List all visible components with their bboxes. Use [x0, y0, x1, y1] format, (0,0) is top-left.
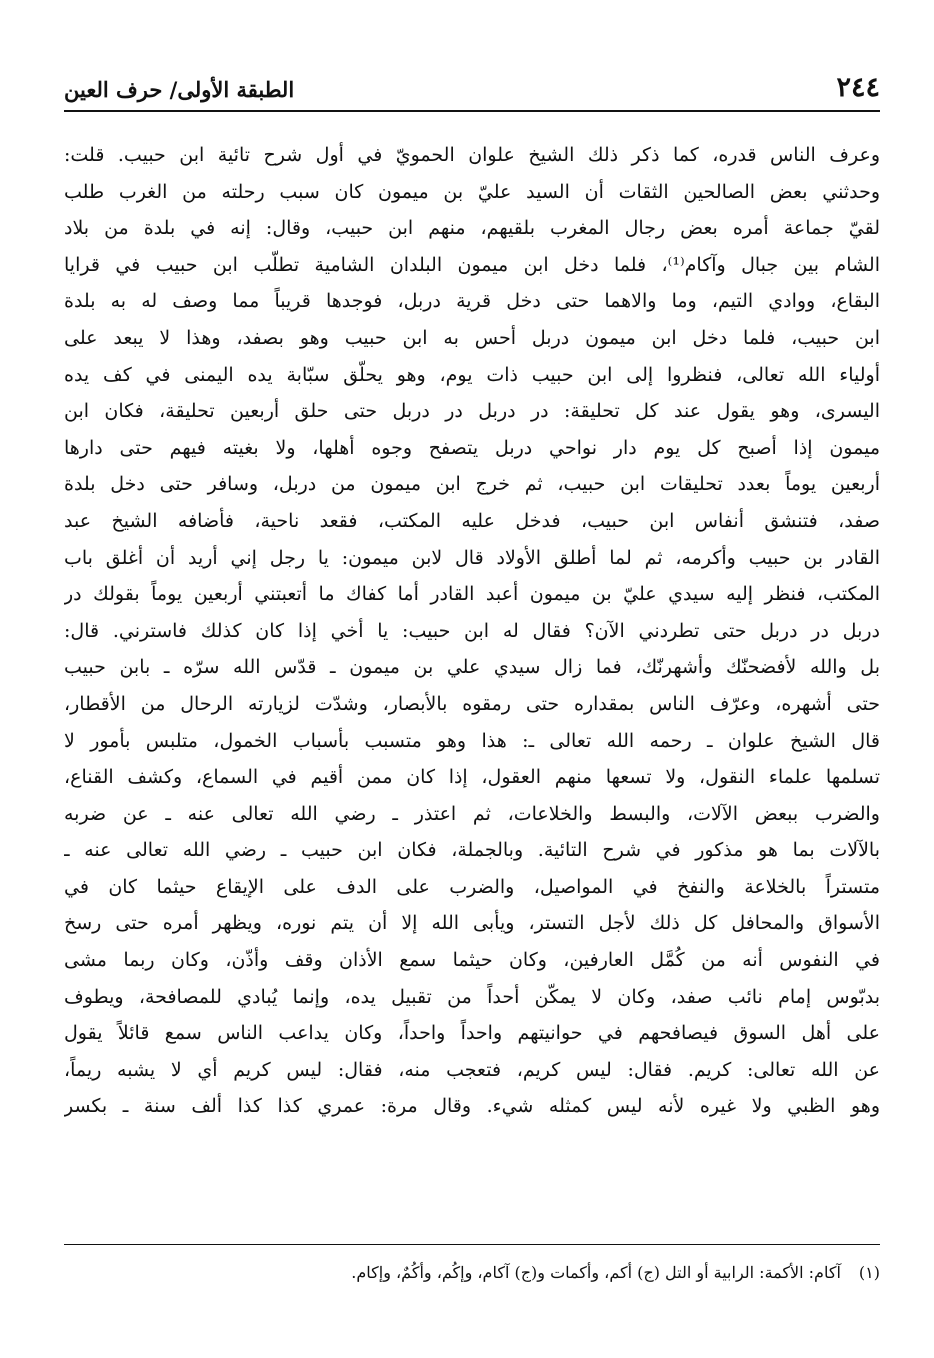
text-line: الشام بين جبال وآكام⁽¹⁾، فلما دخل ابن ميمون البلدان الشامية تطلّب ابن حبيب في قرايا: [64, 253, 880, 276]
header-rule: [64, 110, 880, 112]
text-line: متستراً بالخلاعة والنفخ في المواصيل، والضرب على الدف على الإيقاع حيثما كان في: [64, 875, 880, 898]
text-line: بالآلات بما هو مذكور في شرح التائية. وبالجملة، فكان ابن حبيب ـ رضي الله تعالى عنه ـ: [64, 839, 880, 862]
text-line: وعرف الناس قدره، كما ذكر ذلك الشيخ علوان الحمويّ في أول شرح تائية ابن حبيب. قلت:: [64, 144, 880, 166]
text-line: البقاع، ووادي التيم، وما والاهما حتى دخل قرية دربل، فوجدها قريباً مما وصف له به بلدة: [64, 290, 880, 313]
text-line: اليسرى، وهو يقول عند كل تحليقة: در دربل در دربل حتى حلق أربعين تحليقة، فكان ابن: [64, 400, 880, 423]
text-line: وهو الظبي ولا غيره لأنه ليس كمثله شيء. وقال مرة: عمري كذا كذا ألف سنة ـ بكسر: [64, 1095, 880, 1118]
text-line: دربل در دربل حتى تطردني الآن؟ فقال له ابن حبيب: يا أخي إذا كان كذلك فاسترني. قال:: [64, 619, 880, 642]
text-line: والضرب ببعض الآلات، والبسط والخلاعات، ثم اعتذر ـ رضي الله تعالى عنه ـ عن ضربه: [64, 802, 880, 825]
running-head: الطبقة الأولى/ حرف العين: [64, 77, 295, 102]
text-line: المكتب، فنظر إليه سيدي عليّ بن ميمون أعبد القادر أما كفاك ما أتعبتني أربعين يوماً بقولك در: [64, 583, 880, 606]
text-line: بل والله لأفضحنّك وأشهرنّك، فما زال سيدي علي بن ميمون ـ قدّس الله سرّه ـ بابن حبيب: [64, 656, 880, 679]
text-line: بدبّوس إمام نائب صفد، وكان لا يمكّن أحداً من تقبيل يده، وإنما يُبادي للمصافحة، ويطوف: [64, 985, 880, 1008]
footnote-rule: [64, 1244, 880, 1245]
text-line: عن الله تعالى: كريم. فقال: ليس كريم، فتعجب منه، فقال: ليس كريم أي لا يشبه ريماً،: [64, 1058, 880, 1081]
text-line: الأسواق والمحافل كل ذلك لأجل التستر، ويأبى الله إلا أن يتم نوره، ويظهر أمره حتى رسخ: [64, 912, 880, 935]
text-line: في النفوس أنه من كُمَّل العارفين، وكان حيثما سمع الأذان وقف وأذّن، وكان ربما مشى: [64, 949, 880, 972]
text-line: ابن حبيب، فلما دخل ابن ميمون دربل أحس به ابن حبيب وهو بصفد، وهذا لا يبعد على: [64, 326, 880, 349]
text-line: صفد، فتنشق أنفاس ابن حبيب، فدخل عليه المكتب، فقعد ناحية، فأضافه الشيخ عبد: [64, 509, 880, 532]
text-line: القادر بن حبيب وأكرمه، ثم لما أطلق الأولاد قال لابن ميمون: يا رجل إني أريد أن أغلق باب: [64, 546, 880, 569]
text-line: حتى أشهره، وعرّف الناس بمقداره حتى رمقوه بالأبصار، وشدّت لزيارته الرحال من الأقطار،: [64, 692, 880, 715]
body-text: [64, 137, 880, 1125]
text-line: على أهل السوق فيصافحهم في حوانيتهم واحداً واحداً، وكان يداعب الناس سمع قائلاً يقول: [64, 1022, 880, 1045]
text-line: تسلمها علماء النقول، ولا تسعها منهم العقول، إذا كان ممن أقيم في السماع، وكشف القناع،: [64, 766, 880, 789]
page-number: ٢٤٤: [836, 72, 880, 103]
footnote: [64, 1258, 880, 1288]
text-line: وحدثني بعض الصالحين الثقات أن السيد عليّ بن ميمون كان سبب رحلته من الغرب طلب: [64, 180, 880, 203]
text-line: قال الشيخ علوان ـ رحمه الله تعالى ـ: هذا وهو متسبب بأسباب الخمول، متلبس بأمور لا: [64, 729, 880, 752]
page-header: [64, 72, 880, 108]
footnote-text: آكام: الأكمة: الرابية أو التل (ج) أكم، وأكمات و(ج) آكام، وإكُم، وأكُمٌ، وإكام.: [351, 1263, 841, 1282]
text-line: أربعين يوماً بعدد تحليقات ابن حبيب، ثم خرج ابن ميمون من دربل، وسافر حتى دخل بلدة: [64, 473, 880, 496]
text-line: ميمون إذا أصبح كل يوم دار نواحي دربل يتصفح وجوه أهلها، ولا بغيته فيهم حتى دارها: [64, 436, 880, 459]
text-line: أولياء الله تعالى، فنظروا إلى ابن حبيب ذات يوم، وهو يحلّق سبّابة يده اليمنى في كف يده: [64, 363, 880, 386]
footnote-marker: (١): [858, 1263, 880, 1282]
text-line: لقيّ جماعة أمره بعض رجال المغرب بلقيهم، منهم ابن حبيب، وقال: إنه في بلدة من بلاد: [64, 217, 880, 240]
